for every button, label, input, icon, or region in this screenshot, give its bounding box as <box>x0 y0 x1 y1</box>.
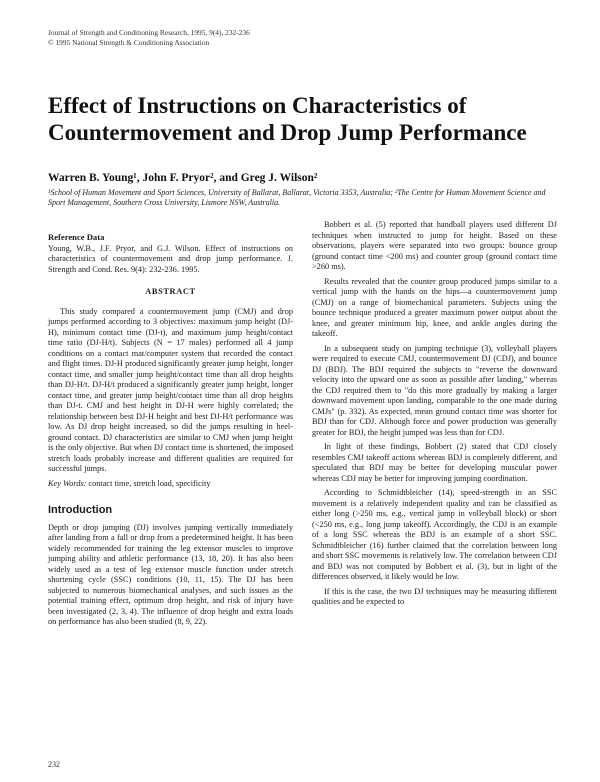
body-paragraph: If this is the case, the two DJ techniques may be measuring different qualities and be expected to <box>312 586 557 606</box>
body-paragraph: Results revealed that the counter group produced jumps similar to a vertical jump with the hands on the hips—a countermovement jump (CMJ) on a range of biomechanical parameters. Subjects using the bounce technique produced a greater maximum power output about the knee, and greater minimum hip, knee, and ankle angles during the takeoff. <box>312 276 557 338</box>
journal-copyright: © 1995 National Strength & Conditioning Association <box>48 37 210 47</box>
right-column <box>312 220 557 612</box>
reference-data-text: Young, W.B., J.F. Pryor, and G.J. Wilson. Effect of instructions on characteristics of countermovement and drop jump performance. J. Strength and Cond. Res. 9(4): 232-236. 1995. <box>48 243 293 274</box>
page-number: 232 <box>48 760 60 769</box>
abstract-heading: ABSTRACT <box>145 287 196 296</box>
keywords-label: Key Words: <box>48 478 87 488</box>
body-paragraph: According to Schmidtbleicher (14), speed-strength in an SSC movement is a relatively independent quality and can be classified as either long (>250 ms, e.g., vertical jump in volleyball block) or short (<250 ms, e.g., long jump takeoff). Accordingly, the CDJ is an example of a long SSC whereas the BDJ is an example of a short SSC. Schmidtbleicher (16) further claimed that the correlation between long and short SSC movements is relatively low. The correlation between CDJ and BDJ was not computed by Bobbert et al. (3), but in light of the differences observed, it likely would be low. <box>312 488 557 581</box>
author-list: Warren B. Young¹, John F. Pryor², and Greg J. Wilson² <box>48 172 318 184</box>
left-column <box>48 232 293 632</box>
paper-title: Effect of Instructions on Characteristics of Countermovement and Drop Jump Performance <box>48 93 527 145</box>
body-paragraph: In light of these findings, Bobbert (2) stated that CDJ closely resembles CMJ takeoff actions whereas BDJ is completely different, and speculated that BDJ may be better for developing muscular power whereas CDJ may be better for improving jumping coordination. <box>312 442 557 483</box>
journal-citation: Journal of Strength and Conditioning Research, 1995, 9(4), 232-236 <box>48 28 250 37</box>
body-paragraph: Bobbert et al. (5) reported that handball players used different DJ techniques when instructed to jump for height. Based on these observations, players were separated into two groups: bounce group (ground contact time <200 ms) and counter group (ground contact time >260 ms). <box>312 220 557 271</box>
journal-header <box>48 28 250 47</box>
author-affiliations: ¹School of Human Movement and Sport Sciences, University of Ballarat, Ballarat, Victoria 3353, Australia; ²The Centre for Human Movement Science and Sport Management, Southern Cross University, Lismore NSW, Australia. <box>48 188 546 207</box>
abstract-text: This study compared a countermovement jump (CMJ) and drop jumps performed according to 3 objectives: maximum jump height (DJ-H), minimum contact time (DJ-t), and maximum jump height/contact time ratio (DJ-H/t). Subjects (N = 17 males) performed all 4 jump conditions on a contact mat/computer system that recorded the contact and flight times. DJ-H produced significantly greater jump height, longer contact time, and smaller jump height/contact time than all drop heights than DJ-H/t. DJ-H/t produced a significantly greater jump height, longer contact time, and greater jump height/contact time than all drop heights than DJ-t. CMJ and best height in DJ-H were highly correlated; the relationship between best DJ-H height and best DJ-H/t performance was low. As DJ drop height increased, so did the jumps resulting in heel-ground contact. DJ characteristics are similar to CMJ when jump height is the only objective. But when DJ contact time is shortened, the imposed stretch loads probably increase and different qualities are required for successful jumps. <box>48 306 293 473</box>
introduction-paragraph: Depth or drop jumping (DJ) involves jumping vertically immediately after landing from a fall or drop from a predetermined height. It has been widely recommended for training the leg extensor muscles to improve jumping ability and athletic performance (13, 18, 20). It has also been widely used as a test of leg extensor muscle function under stretch shortening cycle (SSC) conditions (10, 11, 15). The DJ has been subjected to numerous biomechanical analyses, and such issues as the potential training effect, optimum drop height, and risk of injury have been investigated (2, 3, 4). The influence of drop height and extra loads on performance has also been studied (8, 9, 22). <box>48 522 293 626</box>
reference-data-heading: Reference Data <box>48 232 105 242</box>
body-paragraph: In a subsequent study on jumping technique (3), volleyball players were required to execute CMJ, countermovement DJ (CDJ), and bounce DJ (BDJ). The BDJ required the subjects to "reverse the downward velocity into the upward one as soon as possible after landing," whereas the CDJ required them to "do this more gradually by making a larger downward movement upon landing, comparable to the one made during CMJs" (p. 332). As expected, mean ground contact time was shorter for BDJ than for CDJ. Although force and power production was generally greater for BDJ, the height jumped was less than for CDJ. <box>312 343 557 437</box>
keywords <box>48 479 293 490</box>
keywords-text: contact time, stretch load, specificity <box>88 478 211 488</box>
introduction-heading: Introduction <box>48 504 113 516</box>
